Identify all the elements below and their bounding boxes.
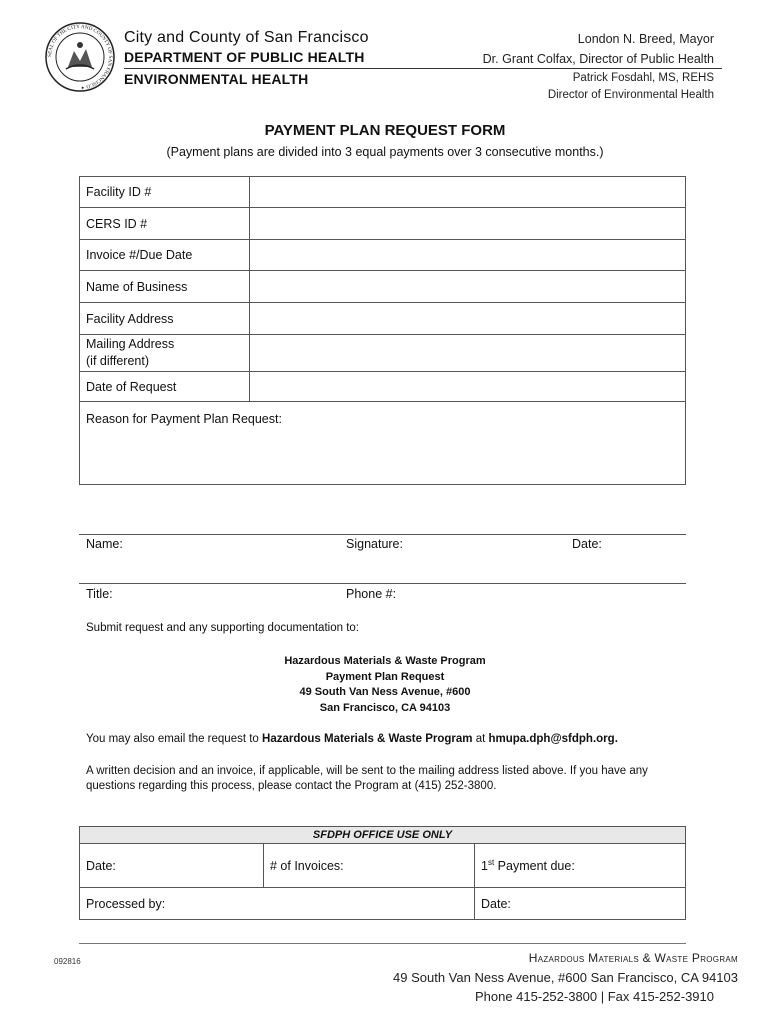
mailing-address-block: [0, 654, 770, 716]
table-row: [80, 844, 686, 888]
field-label: Facility ID #: [80, 177, 250, 208]
email-instruction: [86, 733, 618, 745]
header-divider: [124, 68, 722, 69]
request-date-field[interactable]: [250, 372, 686, 402]
mailing-address-label: Mailing Address: [86, 337, 175, 351]
phone-label: Phone #:: [346, 587, 397, 601]
field-label: CERS ID #: [80, 208, 250, 240]
office-date2-cell[interactable]: [475, 888, 686, 920]
submit-intro: Submit request and any supporting documentation to:: [86, 622, 359, 634]
office-invoices-label: # of Invoices:: [270, 858, 344, 873]
city-seal-logo: [44, 21, 116, 93]
mailing-address-note: (if different): [86, 354, 149, 368]
email-text-end: .: [614, 733, 618, 745]
header-director-ph: Dr. Grant Colfax, Director of Public Health: [482, 52, 714, 66]
title-label: Title:: [86, 587, 113, 601]
office-invoices-cell[interactable]: [264, 844, 475, 888]
field-label: Name of Business: [80, 271, 250, 303]
facility-id-field[interactable]: [250, 177, 686, 208]
email-text-pre: You may also email the request to: [86, 733, 263, 745]
header-mayor: London N. Breed, Mayor: [577, 32, 714, 46]
invoice-due-date-field[interactable]: [250, 240, 686, 271]
signature-line-top: [79, 534, 686, 535]
address-line: Payment Plan Request: [325, 670, 445, 683]
header-director-eh-name: Patrick Fosdahl, MS, REHS: [572, 72, 714, 84]
table-row: [80, 177, 686, 208]
office-processed-cell[interactable]: [80, 888, 475, 920]
reason-label: Reason for Payment Plan Request:: [86, 412, 282, 426]
email-text-mid: at: [472, 733, 489, 745]
first-payment-sup: st: [487, 857, 495, 867]
cers-id-field[interactable]: [250, 208, 686, 240]
office-use-header: SFDPH OFFICE USE ONLY: [80, 827, 686, 844]
table-row: [80, 271, 686, 303]
form-title: PAYMENT PLAN REQUEST FORM: [264, 122, 506, 139]
first-payment-label: Payment due:: [494, 859, 575, 874]
footer-program: Hazardous Materials & Waste Program: [528, 951, 738, 965]
field-label: [80, 335, 250, 372]
email-program-name: Hazardous Materials & Waste Program: [262, 733, 473, 745]
table-row: [80, 372, 686, 402]
decision-line-2: questions regarding this process, please contact the Program at (415) 252-3800.: [86, 780, 497, 792]
table-row: [80, 827, 686, 844]
field-label: Date of Request: [80, 372, 250, 402]
signature-line-bottom: [79, 583, 686, 584]
table-row: [80, 208, 686, 240]
processed-by-label: Processed by:: [86, 896, 166, 911]
email-address-link[interactable]: hmupa.dph@sfdph.org: [488, 733, 615, 745]
table-row: [80, 240, 686, 271]
header-city: City and County of San Francisco: [124, 29, 369, 46]
header-director-eh-title: Director of Environmental Health: [547, 89, 714, 101]
svg-text:SEAL OF THE CITY AND COUNTY OF: SEAL OF THE CITY AND COUNTY OF SAN FRANCISCO ✦: [46, 23, 114, 91]
footer-phone: Phone 415-252-3800 | Fax 415-252-3910: [474, 989, 714, 1004]
form-subtitle: (Payment plans are divided into 3 equal payments over 3 consecutive months.): [166, 145, 604, 159]
decision-line-1: A written decision and an invoice, if applicable, will be sent to the mailing address listed above. If you have any: [86, 765, 648, 777]
address-line: 49 South Van Ness Avenue, #600: [299, 686, 471, 698]
office-first-payment-cell[interactable]: [475, 844, 686, 888]
table-row: [80, 402, 686, 485]
field-label: Facility Address: [80, 303, 250, 335]
business-name-field[interactable]: [250, 271, 686, 303]
mailing-address-field[interactable]: [250, 335, 686, 372]
name-label: Name:: [86, 537, 123, 551]
table-row: [80, 888, 686, 920]
office-date-cell[interactable]: [80, 844, 264, 888]
footer-divider: [79, 943, 686, 944]
header-division: ENVIRONMENTAL HEALTH: [124, 71, 309, 87]
office-use-table: [79, 826, 686, 920]
facility-address-field[interactable]: [250, 303, 686, 335]
table-row: [80, 303, 686, 335]
address-line: San Francisco, CA 94103: [319, 701, 451, 714]
office-date-label: Date:: [86, 858, 116, 873]
reason-field[interactable]: [80, 402, 686, 485]
first-payment-num: 1: [481, 859, 488, 874]
signature-label: Signature:: [346, 537, 403, 551]
field-label: Invoice #/Due Date: [80, 240, 250, 271]
footer-form-code: 092816: [54, 957, 81, 966]
date-label: Date:: [572, 537, 602, 551]
footer-address: 49 South Van Ness Avenue, #600 San Francisco, CA 94103: [393, 970, 738, 985]
address-line: Hazardous Materials & Waste Program: [284, 655, 486, 667]
office-date2-label: Date:: [481, 896, 511, 911]
header-department: DEPARTMENT OF PUBLIC HEALTH: [124, 49, 365, 65]
request-info-table: [79, 176, 686, 485]
table-row: [80, 335, 686, 372]
